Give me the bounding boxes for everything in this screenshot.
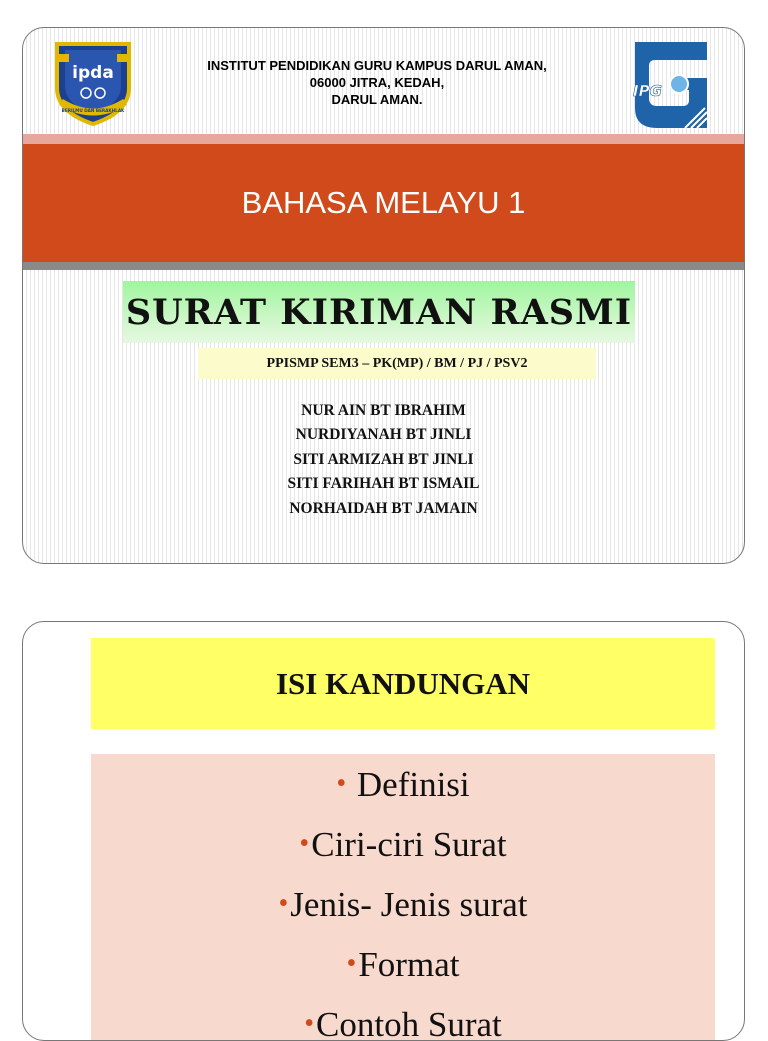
member-name: NURDIYANAH BT JINLI xyxy=(295,426,472,444)
course-banner xyxy=(23,144,744,262)
contents-heading-text: ISI KANDUNGAN xyxy=(275,665,531,701)
list-item-text: Format xyxy=(358,945,460,984)
course-title: BAHASA MELAYU 1 xyxy=(241,185,526,220)
bullet-icon: • xyxy=(304,1008,315,1039)
member-name: NORHAIDAH BT JAMAIN xyxy=(289,499,478,517)
ipg-logo-text: IPG xyxy=(633,82,662,100)
grey-divider xyxy=(23,262,744,270)
ipda-crest-text: ipda xyxy=(72,63,114,83)
member-name: SITI ARMIZAH BT JINLI xyxy=(293,450,474,468)
list-item xyxy=(91,764,715,805)
list-item xyxy=(91,944,715,985)
ipda-crest-icon xyxy=(51,40,135,126)
slide-title xyxy=(123,281,635,343)
member-list xyxy=(23,399,744,521)
institution-line: INSTITUT PENDIDIKAN GURU KAMPUS DARUL AMAN, xyxy=(207,58,547,73)
institution-line: 06000 JITRA, KEDAH, xyxy=(309,75,445,90)
list-item xyxy=(91,824,715,865)
list-item xyxy=(91,1004,715,1041)
pink-divider xyxy=(23,134,744,144)
contents-slide xyxy=(22,621,745,1041)
list-item-text: Jenis- Jenis surat xyxy=(290,885,528,924)
list-item-text: Contoh Surat xyxy=(316,1005,502,1041)
list-item xyxy=(91,884,715,925)
ipda-crest-motto: BERILMU DAN BERAKHLAK xyxy=(61,108,125,113)
institution-address xyxy=(143,57,611,108)
contents-list xyxy=(91,754,715,1041)
member-name: SITI FARIHAH BT ISMAIL xyxy=(287,475,480,493)
bullet-icon: • xyxy=(336,768,347,799)
class-code-text: PPISMP SEM3 – PK(MP) / BM / PJ / PSV2 xyxy=(266,355,528,371)
bullet-icon: • xyxy=(299,828,310,859)
member-name: NUR AIN BT IBRAHIM xyxy=(301,402,466,419)
bullet-icon: • xyxy=(346,948,357,979)
bullet-icon: • xyxy=(278,888,289,919)
class-code xyxy=(198,348,596,379)
title-slide xyxy=(22,27,745,564)
list-item-text: Ciri-ciri Surat xyxy=(311,825,507,864)
institution-line: DARUL AMAN. xyxy=(331,92,423,107)
ipg-logo-icon xyxy=(627,38,709,130)
list-item-text: Definisi xyxy=(348,765,470,804)
slide-title-text: SURAT KIRIMAN RASMI xyxy=(125,291,633,333)
contents-heading xyxy=(91,638,715,729)
